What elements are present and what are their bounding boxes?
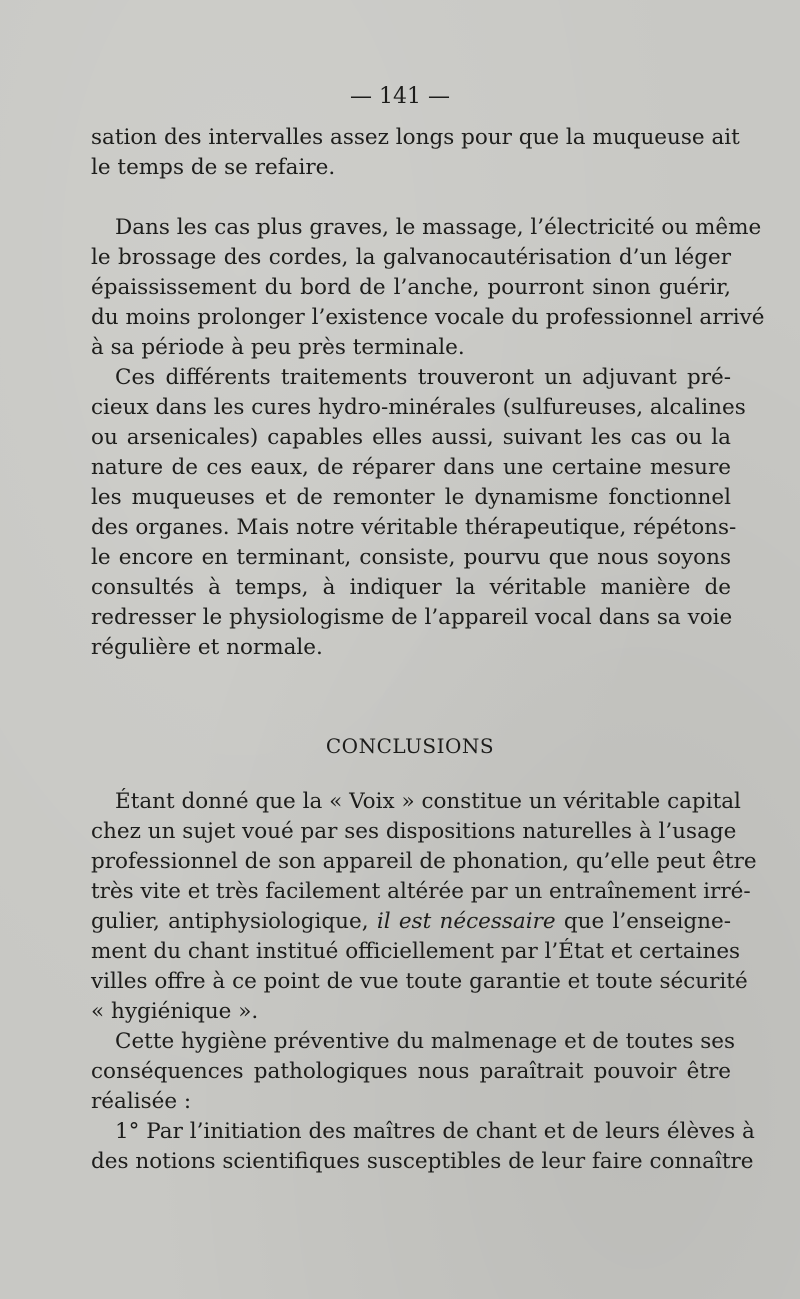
text-line: le brossage des cordes, la galvanocautérisation d’un léger	[91, 245, 731, 270]
text-line: Étant donné que la « Voix » constitue un véritable capital	[115, 789, 741, 814]
text-line: épaississement du bord de l’anche, pourront sinon guérir,	[91, 275, 731, 300]
text-segment: que l’enseigne-	[555, 909, 731, 934]
text-line: « hygiénique ».	[91, 999, 259, 1024]
paragraph-treatments	[91, 213, 765, 663]
text-line: professionnel de son appareil de phonation, qu’elle peut être	[91, 849, 757, 874]
italic-emphasis: il est nécessaire	[376, 909, 556, 934]
text-line: consultés à temps, à indiquer la véritable manière de	[91, 575, 731, 600]
text-line: cieux dans les cures hydro-minérales (sulfureuses, alcalines	[91, 395, 746, 420]
paragraph-continuation	[91, 123, 740, 183]
text-line: le encore en terminant, consiste, pourvu que nous soyons	[91, 545, 731, 570]
text-line: ment du chant institué officiellement par l’État et certaines	[91, 939, 741, 964]
text-line: réalisée :	[91, 1089, 192, 1114]
text-line: Dans les cas plus graves, le massage, l’électricité ou même	[115, 215, 762, 240]
text-line: nature de ces eaux, de réparer dans une certaine mesure	[91, 455, 731, 480]
text-line: le temps de se refaire.	[91, 155, 336, 180]
text-line: villes offre à ce point de vue toute garantie et toute sécurité	[91, 969, 748, 994]
text-line: ou arsenicales) capables elles aussi, suivant les cas ou la	[91, 425, 731, 450]
text-line: Ces différents traitements trouveront un adjuvant pré-	[115, 365, 731, 390]
text-line: régulière et normale.	[91, 635, 323, 660]
text-line: à sa période à peu près terminale.	[91, 335, 465, 360]
paragraph-conclusions	[91, 787, 757, 1177]
text-line: chez un sujet voué par ses dispositions naturelles à l’usage	[91, 819, 737, 844]
section-heading: CONCLUSIONS	[325, 734, 495, 758]
text-line: du moins prolonger l’existence vocale du professionnel arrivé	[91, 305, 765, 330]
text-line: des organes. Mais notre véritable thérapeutique, répétons-	[91, 515, 737, 540]
text-line: 1° Par l’initiation des maîtres de chant et de leurs élèves à	[115, 1119, 755, 1144]
text-line: les muqueuses et de remonter le dynamisme fonctionnel	[91, 485, 731, 510]
text-line: très vite et très facilement altérée par un entraînement irré-	[91, 879, 751, 904]
text-line: conséquences pathologiques nous paraîtrait pouvoir être	[91, 1059, 731, 1084]
text-line: sation des intervalles assez longs pour que la muqueuse ait	[91, 125, 740, 150]
text-line: des notions scientifiques susceptibles de leur faire connaître	[91, 1149, 754, 1174]
text-segment: gulier, antiphysiologique,	[91, 909, 377, 934]
text-line: redresser le physiologisme de l’appareil vocal dans sa voie	[91, 605, 733, 630]
text-line-with-italic	[91, 907, 731, 937]
text-line: Cette hygiène préventive du malmenage et de toutes ses	[115, 1029, 736, 1054]
page-number: — 141 —	[350, 84, 450, 109]
